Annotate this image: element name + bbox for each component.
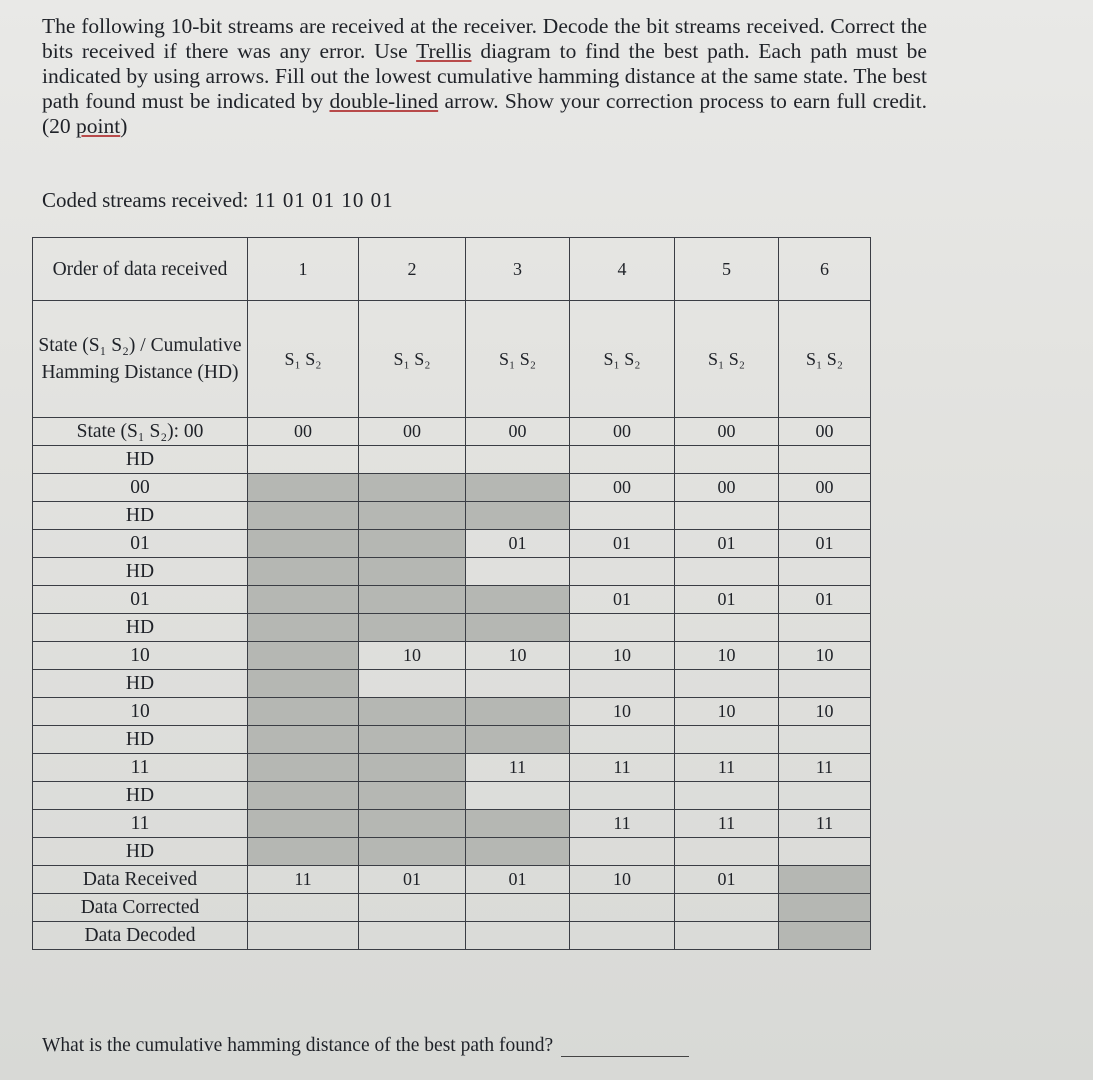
- state-cell[interactable]: 00: [359, 418, 466, 446]
- hd-row: [33, 502, 871, 530]
- point-word: point: [76, 114, 121, 138]
- state-cell[interactable]: [466, 474, 570, 502]
- data-decoded-cell[interactable]: [359, 922, 466, 950]
- state-cell[interactable]: 00: [779, 418, 871, 446]
- hd-row: [33, 838, 871, 866]
- state-header-label: State (S₁ S₂) / Cumulative Hamming Distance (HD): [33, 301, 248, 418]
- hd-row: [33, 558, 871, 586]
- answer-blank[interactable]: [561, 1038, 689, 1057]
- hd-cell[interactable]: [248, 558, 359, 586]
- hd-cell[interactable]: [466, 782, 570, 810]
- hd-cell[interactable]: [779, 614, 871, 642]
- hd-label: HD: [33, 446, 248, 474]
- state-header-col-4: S₁ S₂: [570, 301, 675, 418]
- order-col-3: 3: [466, 238, 570, 301]
- state-label: 11: [33, 810, 248, 838]
- coded-streams-label: Coded streams received:: [42, 188, 249, 212]
- state-label: 00: [33, 474, 248, 502]
- state-row: [33, 418, 871, 446]
- state-cell[interactable]: 01: [466, 530, 570, 558]
- problem-text-4: ): [120, 114, 128, 138]
- hd-cell[interactable]: [248, 838, 359, 866]
- data-decoded-label: Data Decoded: [33, 922, 248, 950]
- data-decoded-cell[interactable]: [570, 922, 675, 950]
- state-cell[interactable]: 11: [675, 754, 779, 782]
- hd-row: [33, 670, 871, 698]
- state-label: State (S₁ S₂): 00: [33, 418, 248, 446]
- state-cell[interactable]: 10: [570, 642, 675, 670]
- hd-cell[interactable]: [248, 670, 359, 698]
- state-cell[interactable]: 00: [248, 418, 359, 446]
- coded-streams-value: 11 01 01 10 01: [254, 188, 394, 212]
- state-cell[interactable]: 00: [466, 418, 570, 446]
- data-received-cell: 01: [359, 866, 466, 894]
- state-cell[interactable]: 10: [359, 642, 466, 670]
- state-cell[interactable]: 10: [675, 642, 779, 670]
- hd-label: HD: [33, 502, 248, 530]
- hd-cell[interactable]: [248, 726, 359, 754]
- state-cell[interactable]: 01: [570, 530, 675, 558]
- hd-cell[interactable]: [466, 502, 570, 530]
- hd-cell[interactable]: [675, 614, 779, 642]
- hd-cell[interactable]: [779, 838, 871, 866]
- data-received-label: Data Received: [33, 866, 248, 894]
- state-label: 01: [33, 586, 248, 614]
- state-header-row: [33, 301, 871, 418]
- state-cell[interactable]: [248, 810, 359, 838]
- state-cell[interactable]: [248, 530, 359, 558]
- hd-cell[interactable]: [675, 670, 779, 698]
- hd-label: HD: [33, 838, 248, 866]
- hd-cell[interactable]: [675, 838, 779, 866]
- state-cell[interactable]: 01: [779, 586, 871, 614]
- order-col-5: 5: [675, 238, 779, 301]
- data-received-row: [33, 866, 871, 894]
- question-line: [42, 1035, 689, 1057]
- hd-cell[interactable]: [466, 614, 570, 642]
- problem-text-2: diagram to find the best path. Each path must be indicated by using arrows. Fill out the lowest cumulative hamming distance at the same state. The best path found must be indicated by: [42, 39, 927, 113]
- data-received-cell: 11: [248, 866, 359, 894]
- hd-cell[interactable]: [359, 502, 466, 530]
- hd-cell[interactable]: [779, 558, 871, 586]
- state-cell[interactable]: [248, 474, 359, 502]
- state-cell[interactable]: [359, 474, 466, 502]
- order-col-4: 4: [570, 238, 675, 301]
- data-decoded-cell[interactable]: [248, 922, 359, 950]
- hd-cell[interactable]: [248, 614, 359, 642]
- state-cell[interactable]: 11: [779, 754, 871, 782]
- hd-cell[interactable]: [359, 670, 466, 698]
- hd-cell[interactable]: [359, 838, 466, 866]
- hd-label: HD: [33, 782, 248, 810]
- state-cell[interactable]: 01: [675, 586, 779, 614]
- state-header-col-3: S₁ S₂: [466, 301, 570, 418]
- state-header-col-5: S₁ S₂: [675, 301, 779, 418]
- state-header-col-2: S₁ S₂: [359, 301, 466, 418]
- state-row: [33, 586, 871, 614]
- trellis-table: [32, 237, 871, 950]
- hd-cell[interactable]: [570, 502, 675, 530]
- order-row: [33, 238, 871, 301]
- state-row: [33, 754, 871, 782]
- data-corrected-cell[interactable]: [248, 894, 359, 922]
- state-row: [33, 642, 871, 670]
- order-col-6: 6: [779, 238, 871, 301]
- state-cell[interactable]: 00: [570, 418, 675, 446]
- question-text: What is the cumulative hamming distance of the best path found?: [42, 1035, 554, 1056]
- state-label: 11: [33, 754, 248, 782]
- state-row: [33, 698, 871, 726]
- state-row: [33, 810, 871, 838]
- state-cell[interactable]: [466, 586, 570, 614]
- state-cell[interactable]: [466, 810, 570, 838]
- data-corrected-cell[interactable]: [570, 894, 675, 922]
- hd-label: HD: [33, 670, 248, 698]
- state-cell[interactable]: 10: [570, 698, 675, 726]
- hd-row: [33, 726, 871, 754]
- state-row: [33, 474, 871, 502]
- hd-cell[interactable]: [466, 726, 570, 754]
- hd-row: [33, 782, 871, 810]
- hd-cell[interactable]: [248, 782, 359, 810]
- hd-cell[interactable]: [248, 502, 359, 530]
- hd-cell[interactable]: [466, 446, 570, 474]
- state-cell[interactable]: 10: [675, 698, 779, 726]
- data-corrected-cell[interactable]: [359, 894, 466, 922]
- state-cell[interactable]: 01: [570, 586, 675, 614]
- problem-statement: [42, 14, 927, 139]
- data-corrected-row: [33, 894, 871, 922]
- state-cell[interactable]: [248, 698, 359, 726]
- data-received-cell: 01: [466, 866, 570, 894]
- data-received-cell: 01: [675, 866, 779, 894]
- order-col-2: 2: [359, 238, 466, 301]
- hd-cell[interactable]: [570, 558, 675, 586]
- state-cell[interactable]: 10: [466, 642, 570, 670]
- state-cell[interactable]: 00: [570, 474, 675, 502]
- data-received-cell: 10: [570, 866, 675, 894]
- hd-cell[interactable]: [675, 446, 779, 474]
- state-cell[interactable]: [359, 586, 466, 614]
- state-cell[interactable]: [248, 586, 359, 614]
- state-label: 10: [33, 698, 248, 726]
- problem-text-3: arrow. Show your correction process to earn full credit. (20: [42, 89, 927, 138]
- data-corrected-label: Data Corrected: [33, 894, 248, 922]
- state-cell[interactable]: [466, 698, 570, 726]
- hd-cell[interactable]: [466, 558, 570, 586]
- hd-cell[interactable]: [570, 446, 675, 474]
- state-label: 10: [33, 642, 248, 670]
- hd-cell[interactable]: [359, 558, 466, 586]
- order-col-1: 1: [248, 238, 359, 301]
- data-decoded-row: [33, 922, 871, 950]
- state-cell[interactable]: 00: [675, 474, 779, 502]
- trellis-word: Trellis: [416, 39, 472, 63]
- problem-text-1: The following 10-bit streams are received at the receiver. Decode the bit streams received. Correct the bits received if there was any error. Use: [42, 14, 927, 63]
- state-header-col-6: S₁ S₂: [779, 301, 871, 418]
- hd-cell[interactable]: [570, 838, 675, 866]
- state-cell[interactable]: 01: [675, 530, 779, 558]
- hd-cell[interactable]: [466, 838, 570, 866]
- hd-cell[interactable]: [779, 782, 871, 810]
- state-cell[interactable]: 10: [779, 642, 871, 670]
- hd-cell[interactable]: [675, 726, 779, 754]
- hd-row: [33, 446, 871, 474]
- state-cell[interactable]: [359, 530, 466, 558]
- hd-cell[interactable]: [248, 446, 359, 474]
- data-decoded-cell[interactable]: [779, 922, 871, 950]
- state-cell[interactable]: [248, 754, 359, 782]
- state-cell[interactable]: 11: [570, 810, 675, 838]
- state-cell[interactable]: 00: [675, 418, 779, 446]
- hd-cell[interactable]: [359, 446, 466, 474]
- data-corrected-cell[interactable]: [466, 894, 570, 922]
- hd-cell[interactable]: [466, 670, 570, 698]
- coded-streams-line: [42, 188, 394, 213]
- hd-cell[interactable]: [359, 614, 466, 642]
- hd-cell[interactable]: [359, 726, 466, 754]
- double-lined-word: double-lined: [329, 89, 439, 113]
- state-header-col-1: S₁ S₂: [248, 301, 359, 418]
- hd-cell[interactable]: [359, 782, 466, 810]
- state-cell[interactable]: 11: [570, 754, 675, 782]
- state-cell[interactable]: [359, 698, 466, 726]
- state-row: [33, 530, 871, 558]
- state-cell[interactable]: 11: [675, 810, 779, 838]
- hd-cell[interactable]: [570, 614, 675, 642]
- state-cell[interactable]: 10: [779, 698, 871, 726]
- hd-label: HD: [33, 726, 248, 754]
- state-label: 01: [33, 530, 248, 558]
- hd-row: [33, 614, 871, 642]
- hd-cell[interactable]: [779, 726, 871, 754]
- hd-cell[interactable]: [779, 502, 871, 530]
- hd-label: HD: [33, 558, 248, 586]
- hd-cell[interactable]: [570, 782, 675, 810]
- state-cell[interactable]: 00: [779, 474, 871, 502]
- data-corrected-cell[interactable]: [779, 894, 871, 922]
- state-cell[interactable]: [359, 810, 466, 838]
- hd-cell[interactable]: [570, 726, 675, 754]
- hd-label: HD: [33, 614, 248, 642]
- hd-cell[interactable]: [675, 558, 779, 586]
- state-cell[interactable]: 11: [466, 754, 570, 782]
- state-cell[interactable]: 11: [779, 810, 871, 838]
- data-received-cell: [779, 866, 871, 894]
- hd-cell[interactable]: [675, 502, 779, 530]
- state-cell[interactable]: [359, 754, 466, 782]
- state-cell[interactable]: [248, 642, 359, 670]
- hd-cell[interactable]: [675, 782, 779, 810]
- hd-cell[interactable]: [779, 670, 871, 698]
- order-label: Order of data received: [33, 238, 248, 301]
- data-decoded-cell[interactable]: [466, 922, 570, 950]
- data-decoded-cell[interactable]: [675, 922, 779, 950]
- state-cell[interactable]: 01: [779, 530, 871, 558]
- hd-cell[interactable]: [779, 446, 871, 474]
- data-corrected-cell[interactable]: [675, 894, 779, 922]
- hd-cell[interactable]: [570, 670, 675, 698]
